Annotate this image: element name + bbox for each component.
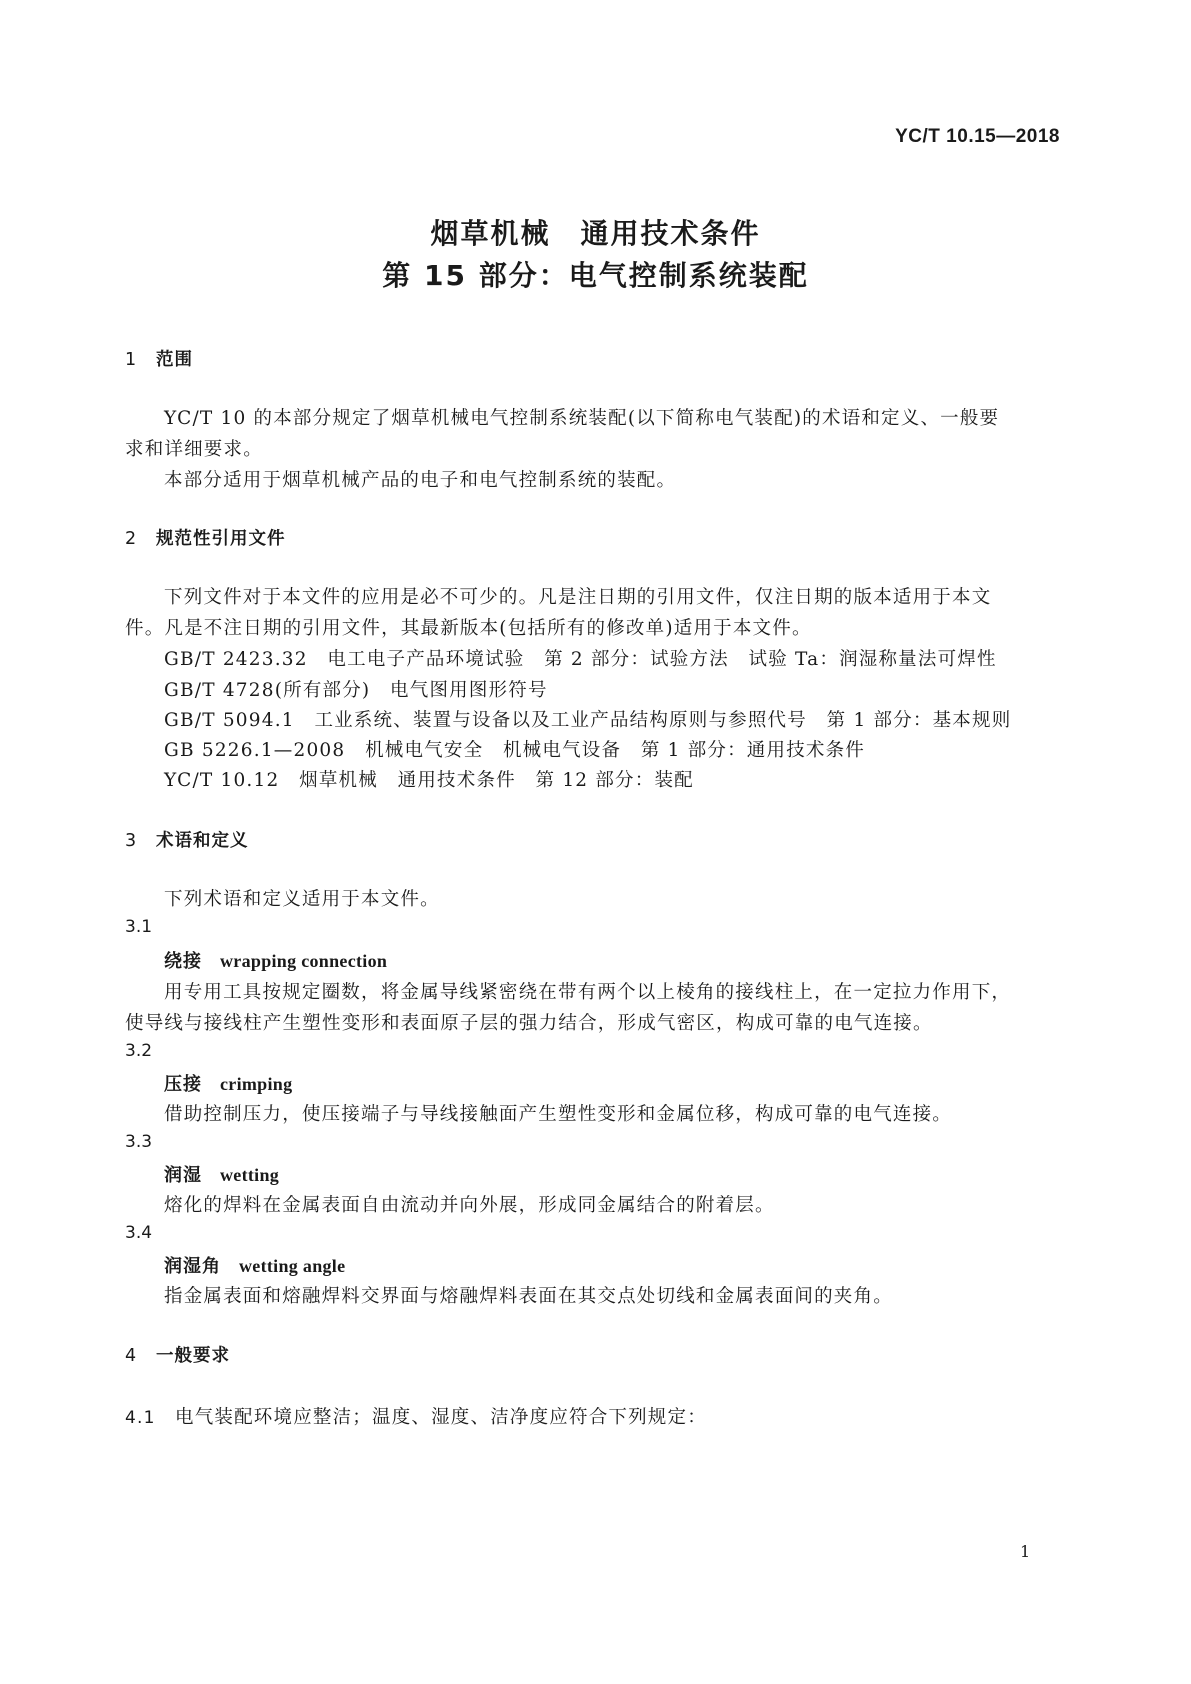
term-number: 3.4 <box>125 1223 153 1243</box>
section-title: 范围 <box>156 350 193 370</box>
section-number: 4 <box>125 1346 138 1366</box>
term-entry <box>164 947 387 973</box>
definition-line: 借助控制压力，使压接端子与导线接触面产生塑性变形和金属位移，构成可靠的电气连接。 <box>164 1104 953 1125</box>
section-1-heading <box>125 346 193 371</box>
reference-item: YC/T 10.12 烟草机械 通用技术条件 第 12 部分：装配 <box>164 770 694 791</box>
paragraph-line: 本部分适用于烟草机械产品的电子和电气控制系统的装配。 <box>164 470 677 491</box>
reference-item: GB/T 2423.32 电工电子产品环境试验 第 2 部分：试验方法 试验 Ta：润湿称量法可焊性 <box>164 649 997 670</box>
definition-line: 熔化的焊料在金属表面自由流动并向外展，形成同金属结合的附着层。 <box>164 1195 775 1216</box>
paragraph-line: YC/T 10 的本部分规定了烟草机械电气控制系统装配(以下简称电气装配)的术语和定义、一般要 <box>164 408 1000 429</box>
term-en: wetting angle <box>239 1256 346 1276</box>
section-title: 一般要求 <box>156 1346 230 1366</box>
paragraph-line: 下列术语和定义适用于本文件。 <box>164 889 440 910</box>
term-en: wrapping connection <box>220 951 388 971</box>
page-number: 1 <box>1020 1542 1031 1561</box>
subsection-text: 电气装配环境应整洁；温度、湿度、洁净度应符合下列规定： <box>175 1407 707 1428</box>
definition-line: 使导线与接线柱产生塑性变形和表面原子层的强力结合，形成气密区，构成可靠的电气连接。 <box>125 1013 933 1034</box>
term-zh: 绕接 <box>164 951 202 972</box>
term-entry <box>164 1161 279 1187</box>
subsection-4-1 <box>125 1403 707 1429</box>
reference-item: GB 5226.1—2008 机械电气安全 机械电气设备 第 1 部分：通用技术条件 <box>164 740 866 761</box>
term-zh: 润湿角 <box>164 1256 221 1277</box>
definition-line: 指金属表面和熔融焊料交界面与熔融焊料表面在其交点处切线和金属表面间的夹角。 <box>164 1286 893 1307</box>
definition-line: 用专用工具按规定圈数，将金属导线紧密绕在带有两个以上棱角的接线柱上，在一定拉力作用下， <box>164 982 1012 1003</box>
section-number: 3 <box>125 831 138 851</box>
term-zh: 润湿 <box>164 1165 202 1186</box>
term-entry <box>164 1070 292 1096</box>
section-title: 术语和定义 <box>156 831 249 851</box>
term-number: 3.2 <box>125 1041 153 1061</box>
reference-item: GB/T 5094.1 工业系统、装置与设备以及工业产品结构原则与参照代号 第 1 部分：基本规则 <box>164 710 1012 731</box>
section-4-heading <box>125 1342 230 1367</box>
section-title: 规范性引用文件 <box>156 529 286 549</box>
section-number: 1 <box>125 350 138 370</box>
paragraph-line: 件。凡是不注日期的引用文件，其最新版本(包括所有的修改单)适用于本文件。 <box>125 618 812 639</box>
paragraph-line: 下列文件对于本文件的应用是必不可少的。凡是注日期的引用文件，仅注日期的版本适用于本文 <box>164 587 992 608</box>
term-en: wetting <box>220 1165 280 1185</box>
standard-code: YC/T 10.15—2018 <box>895 126 1060 147</box>
subsection-number: 4.1 <box>125 1408 156 1428</box>
reference-item: GB/T 4728(所有部分) 电气图用图形符号 <box>164 680 548 701</box>
term-entry <box>164 1252 345 1278</box>
term-en: crimping <box>220 1074 293 1094</box>
title-line-1: 烟草机械 通用技术条件 <box>430 217 761 250</box>
term-number: 3.1 <box>125 917 153 937</box>
paragraph-line: 求和详细要求。 <box>125 439 263 460</box>
section-3-heading <box>125 827 249 852</box>
term-zh: 压接 <box>164 1074 202 1095</box>
title-line-2: 第 15 部分：电气控制系统装配 <box>382 259 809 292</box>
section-number: 2 <box>125 529 138 549</box>
section-2-heading <box>125 525 286 550</box>
term-number: 3.3 <box>125 1132 153 1152</box>
